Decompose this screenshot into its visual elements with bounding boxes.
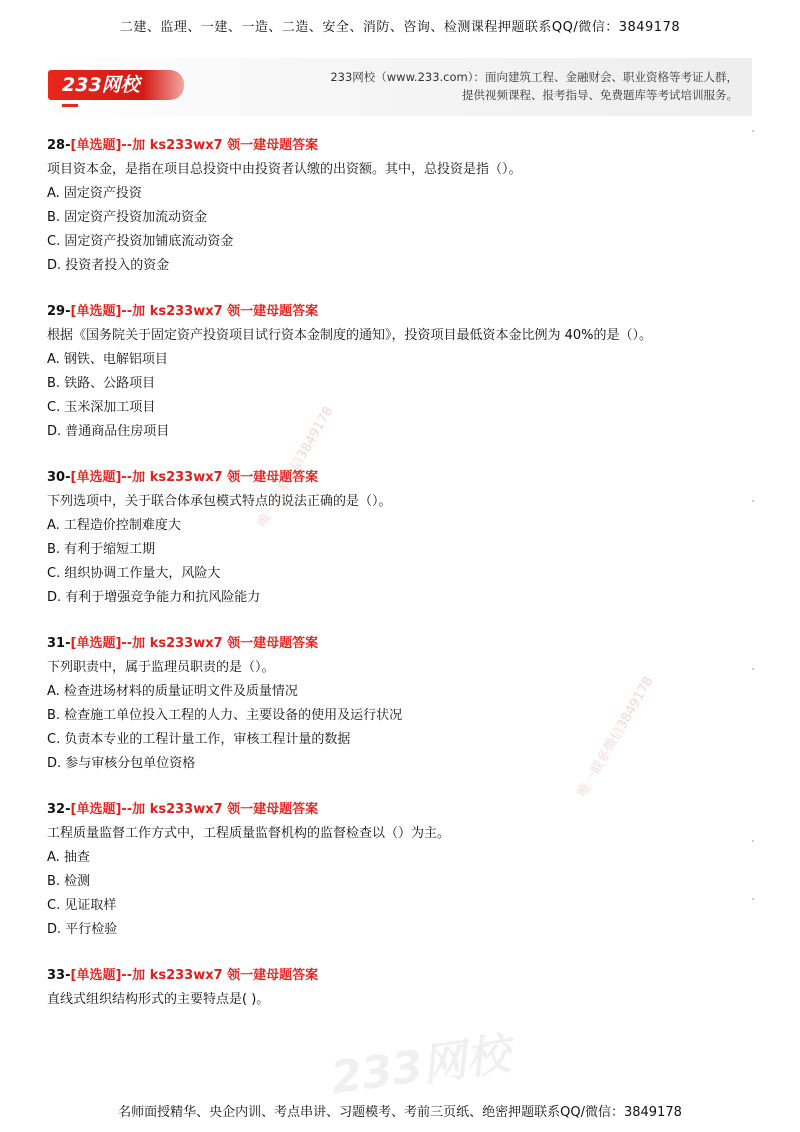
margin-mark — [752, 898, 754, 900]
option-d: D. 平行检验 — [47, 922, 118, 937]
option-a: A. 钢铁、电解铝项目 — [47, 352, 168, 367]
question-number: 32- — [47, 802, 71, 817]
site-description-line-1: 233网校（www.233.com）：面向建筑工程、金融财会、职业资格等考证人群， — [330, 70, 738, 84]
question-type-label: [单选题]--加 ks233wx7 领一建母题答案 — [70, 968, 319, 983]
option-a: A. 工程造价控制难度大 — [47, 518, 181, 533]
question-number: 30- — [47, 470, 71, 485]
question-stem: 下列选项中，关于联合体承包模式特点的说法正确的是（）。 — [47, 494, 392, 509]
question-33 — [47, 964, 747, 1012]
question-number: 28- — [47, 138, 71, 153]
question-type-label: [单选题]--加 ks233wx7 领一建母题答案 — [70, 636, 319, 651]
question-type-label: [单选题]--加 ks233wx7 领一建母题答案 — [70, 138, 319, 153]
question-list — [47, 134, 747, 1034]
question-type-label: [单选题]--加 ks233wx7 领一建母题答案 — [70, 802, 319, 817]
question-30 — [47, 466, 747, 610]
watermark-text: 唯一联系微信3849178 — [575, 674, 657, 800]
option-d: D. 参与审核分包单位资格 — [47, 756, 196, 771]
option-c: C. 玉米深加工项目 — [47, 400, 156, 415]
option-b: B. 固定资产投资加流动资金 — [47, 210, 208, 225]
margin-mark — [752, 840, 754, 842]
margin-mark — [752, 500, 754, 502]
question-header — [47, 466, 747, 490]
option-c: C. 组织协调工作量大，风险大 — [47, 566, 221, 581]
option-d: D. 有利于增强竞争能力和抗风险能力 — [47, 590, 261, 605]
margin-mark — [752, 668, 754, 670]
question-28 — [47, 134, 747, 278]
site-description-line-2: 提供视频课程、报考指导、免费题库等考试培训服务。 — [462, 88, 738, 102]
site-description — [268, 68, 738, 104]
logo-accent-bar — [62, 104, 78, 107]
option-a: A. 固定资产投资 — [47, 186, 142, 201]
question-stem: 项目资本金，是指在项目总投资中由投资者认缴的出资额。其中，总投资是指（）。 — [47, 162, 522, 177]
question-type-label: [单选题]--加 ks233wx7 领一建母题答案 — [70, 304, 319, 319]
header-promo-line: 二建、监理、一建、一造、二造、安全、消防、咨询、检测课程押题联系QQ/微信：3849178 — [119, 20, 681, 35]
question-32 — [47, 798, 747, 942]
option-c: C. 固定资产投资加铺底流动资金 — [47, 234, 234, 249]
option-a: A. 抽查 — [47, 850, 90, 865]
question-stem: 根据《国务院关于固定资产投资项目试行资本金制度的通知》，投资项目最低资本金比例为 40%的是（）。 — [47, 328, 653, 343]
option-b: B. 检测 — [47, 874, 91, 889]
header-banner — [40, 58, 752, 116]
option-b: B. 检查施工单位投入工程的人力、主要设备的使用及运行状况 — [47, 708, 403, 723]
question-29 — [47, 300, 747, 444]
question-number: 33- — [47, 968, 71, 983]
option-d: D. 普通商品住房项目 — [47, 424, 170, 439]
question-header — [47, 134, 747, 158]
footer-promo-line: 名师面授精华、央企内训、考点串讲、习题模考、考前三页纸、绝密押题联系QQ/微信：3849178 — [118, 1105, 682, 1120]
question-header — [47, 300, 747, 324]
option-b: B. 铁路、公路项目 — [47, 376, 156, 391]
option-d: D. 投资者投入的资金 — [47, 258, 170, 273]
question-header — [47, 798, 747, 822]
question-number: 29- — [47, 304, 71, 319]
question-stem: 直线式组织结构形式的主要特点是( )。 — [47, 992, 270, 1007]
question-stem: 下列职责中，属于监理员职责的是（）。 — [47, 660, 275, 675]
question-type-label: [单选题]--加 ks233wx7 领一建母题答案 — [70, 470, 319, 485]
margin-mark — [752, 130, 754, 132]
question-number: 31- — [47, 636, 71, 651]
option-c: C. 负责本专业的工程计量工作，审核工程计量的数据 — [47, 732, 351, 747]
option-a: A. 检查进场材料的质量证明文件及质量情况 — [47, 684, 298, 699]
question-header — [47, 964, 747, 988]
background-logo-watermark: 233网校 — [327, 1028, 514, 1105]
option-b: B. 有利于缩短工期 — [47, 542, 156, 557]
question-header — [47, 632, 747, 656]
question-stem: 工程质量监督工作方式中，工程质量监督机构的监督检查以（）为主。 — [47, 826, 451, 841]
option-c: C. 见证取样 — [47, 898, 117, 913]
site-logo[interactable]: 233网校 — [48, 70, 184, 100]
watermark-text: 唯一联系微信3849178 — [255, 404, 337, 530]
